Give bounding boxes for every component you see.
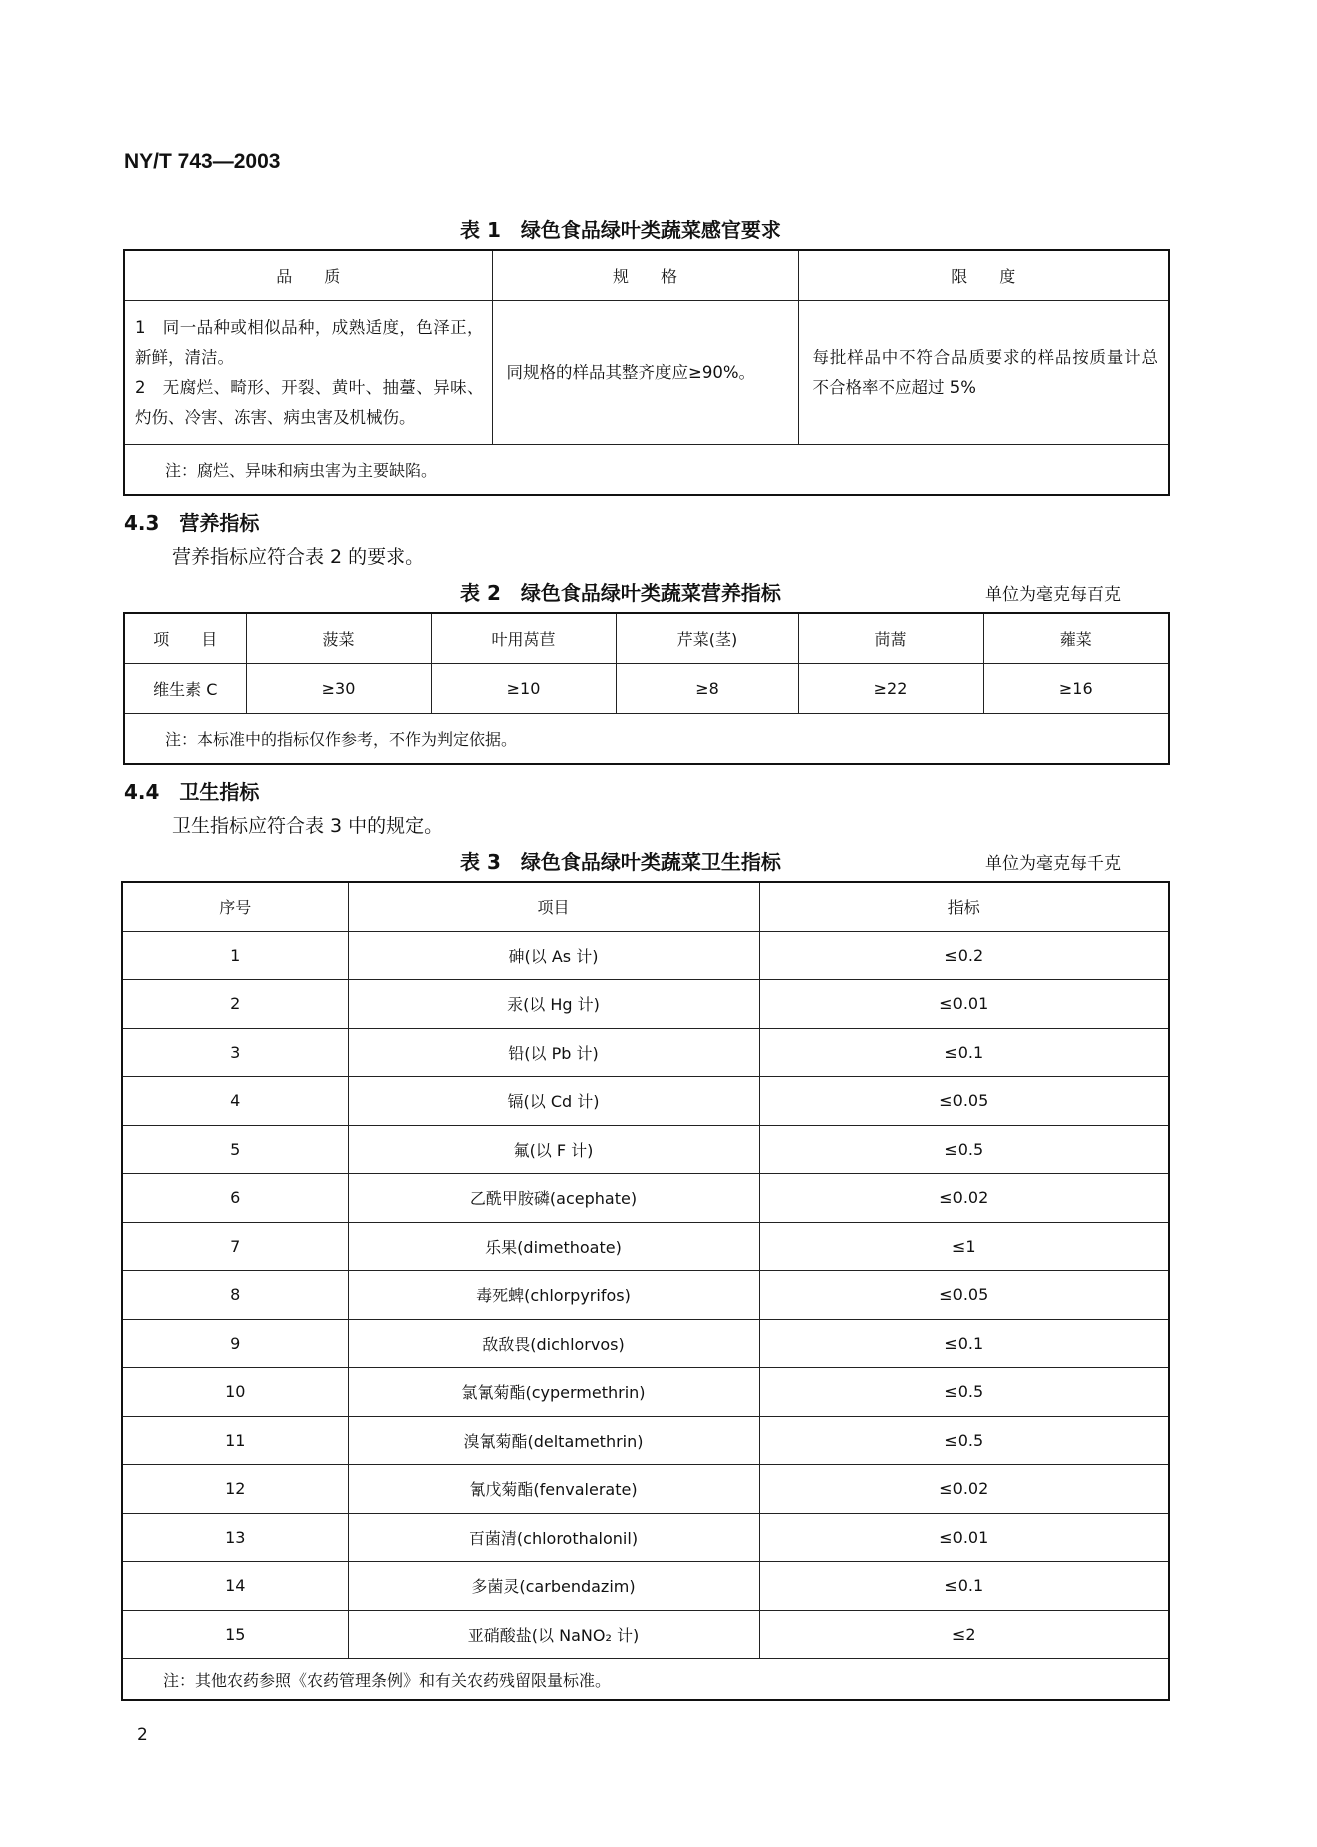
table2-cell: ≥22 bbox=[798, 664, 983, 714]
table3-row-no: 11 bbox=[122, 1416, 348, 1465]
table-row bbox=[122, 1562, 1169, 1611]
table3-row-no: 14 bbox=[122, 1562, 348, 1611]
table3-row-no: 8 bbox=[122, 1271, 348, 1320]
table3-row-item: 铅(以 Pb 计) bbox=[348, 1028, 759, 1077]
table-row bbox=[122, 1610, 1169, 1659]
table-row bbox=[122, 1222, 1169, 1271]
table-row bbox=[122, 980, 1169, 1029]
table3-row-limit: ≤0.05 bbox=[759, 1077, 1169, 1126]
table3-row-no: 9 bbox=[122, 1319, 348, 1368]
table3-note-row bbox=[122, 1659, 1169, 1701]
page-number: 2 bbox=[137, 1725, 148, 1745]
table3-row-item: 氯氰菊酯(cypermethrin) bbox=[348, 1368, 759, 1417]
table2-note: 注：本标准中的指标仅作参考，不作为判定依据。 bbox=[124, 714, 1169, 765]
table3-body bbox=[122, 931, 1169, 1659]
table3-row-item: 氰戊菊酯(fenvalerate) bbox=[348, 1465, 759, 1514]
table2-cell: ≥8 bbox=[616, 664, 798, 714]
table2-header-celery: 芹菜(茎) bbox=[616, 613, 798, 664]
table3-row-limit: ≤0.5 bbox=[759, 1125, 1169, 1174]
table3-row-limit: ≤0.01 bbox=[759, 980, 1169, 1029]
table3-header-item: 项目 bbox=[348, 882, 759, 931]
table3-caption: 表 3 绿色食品绿叶类蔬菜卫生指标 bbox=[460, 850, 781, 874]
table3-row-no: 15 bbox=[122, 1610, 348, 1659]
table3-row-no: 12 bbox=[122, 1465, 348, 1514]
table3-row-item: 砷(以 As 计) bbox=[348, 931, 759, 980]
table3-row-no: 4 bbox=[122, 1077, 348, 1126]
table3-row-no: 10 bbox=[122, 1368, 348, 1417]
table3-note: 注：其他农药参照《农药管理条例》和有关农药残留限量标准。 bbox=[122, 1659, 1169, 1701]
table3-row-item: 乙酰甲胺磷(acephate) bbox=[348, 1174, 759, 1223]
table-row bbox=[122, 1028, 1169, 1077]
table1-body-row bbox=[124, 301, 1169, 445]
table3-row-no: 7 bbox=[122, 1222, 348, 1271]
standard-number: NY/T 743—2003 bbox=[124, 150, 281, 173]
table3-row-item: 敌敌畏(dichlorvos) bbox=[348, 1319, 759, 1368]
table3-row-no: 2 bbox=[122, 980, 348, 1029]
table1-quality-cell: 1 同一品种或相似品种，成熟适度，色泽正，新鲜，清洁。 2 无腐烂、畸形、开裂、黄叶、抽薹、异味、灼伤、冷害、冻害、病虫害及机械伤。 bbox=[124, 301, 492, 445]
section-4-3-heading: 4.3 营养指标 bbox=[124, 511, 260, 535]
table1-header-quality: 品 质 bbox=[124, 250, 492, 301]
table3 bbox=[121, 881, 1170, 1701]
section-4-4-heading: 4.4 卫生指标 bbox=[124, 780, 260, 804]
table3-row-limit: ≤1 bbox=[759, 1222, 1169, 1271]
table2-header-lettuce: 叶用莴苣 bbox=[431, 613, 616, 664]
table1-spec-cell: 同规格的样品其整齐度应≥90%。 bbox=[492, 301, 798, 445]
table2-header-crown-daisy: 茼蒿 bbox=[798, 613, 983, 664]
section-4-4-text: 卫生指标应符合表 3 中的规定。 bbox=[172, 815, 444, 837]
table2-caption: 表 2 绿色食品绿叶类蔬菜营养指标 bbox=[460, 581, 781, 605]
table1-caption: 表 1 绿色食品绿叶类蔬菜感官要求 bbox=[460, 218, 781, 242]
table3-row-limit: ≤0.02 bbox=[759, 1465, 1169, 1514]
table2-note-row bbox=[124, 714, 1169, 765]
table3-row-item: 亚硝酸盐(以 NaNO₂ 计) bbox=[348, 1610, 759, 1659]
table2-cell: ≥10 bbox=[431, 664, 616, 714]
table3-unit: 单位为毫克每千克 bbox=[985, 854, 1121, 874]
table1-limit-cell: 每批样品中不符合品质要求的样品按质量计总不合格率不应超过 5% bbox=[798, 301, 1169, 445]
table3-row-no: 13 bbox=[122, 1513, 348, 1562]
table3-row-item: 氟(以 F 计) bbox=[348, 1125, 759, 1174]
section-4-3-text: 营养指标应符合表 2 的要求。 bbox=[172, 546, 425, 568]
table1-note-row bbox=[124, 445, 1169, 496]
table3-row-limit: ≤0.1 bbox=[759, 1319, 1169, 1368]
table-row bbox=[122, 1125, 1169, 1174]
table3-row-limit: ≤0.2 bbox=[759, 931, 1169, 980]
table3-row-limit: ≤0.05 bbox=[759, 1271, 1169, 1320]
table-row bbox=[122, 1174, 1169, 1223]
table2 bbox=[123, 612, 1170, 765]
table2-header-item: 项 目 bbox=[124, 613, 246, 664]
table3-row-no: 1 bbox=[122, 931, 348, 980]
table-row bbox=[122, 1416, 1169, 1465]
table3-row-limit: ≤0.5 bbox=[759, 1416, 1169, 1465]
table3-header-no: 序号 bbox=[122, 882, 348, 931]
table1-note: 注：腐烂、异味和病虫害为主要缺陷。 bbox=[124, 445, 1169, 496]
table3-row-limit: ≤0.1 bbox=[759, 1028, 1169, 1077]
table1-header-limit: 限 度 bbox=[798, 250, 1169, 301]
table3-row-limit: ≤0.01 bbox=[759, 1513, 1169, 1562]
table2-header-water-spinach: 蕹菜 bbox=[983, 613, 1169, 664]
table3-row-no: 5 bbox=[122, 1125, 348, 1174]
table1 bbox=[123, 249, 1170, 496]
table1-header-spec: 规 格 bbox=[492, 250, 798, 301]
table2-cell: ≥30 bbox=[246, 664, 431, 714]
table-row bbox=[122, 1465, 1169, 1514]
table-row bbox=[122, 1319, 1169, 1368]
table2-cell: 维生素 C bbox=[124, 664, 246, 714]
table-row bbox=[122, 1368, 1169, 1417]
table-row bbox=[122, 1077, 1169, 1126]
table3-row-item: 多菌灵(carbendazim) bbox=[348, 1562, 759, 1611]
table3-row-item: 乐果(dimethoate) bbox=[348, 1222, 759, 1271]
table2-header-row bbox=[124, 613, 1169, 664]
table3-row-no: 3 bbox=[122, 1028, 348, 1077]
table3-row-limit: ≤2 bbox=[759, 1610, 1169, 1659]
table2-header-spinach: 菠菜 bbox=[246, 613, 431, 664]
table3-row-item: 百菌清(chlorothalonil) bbox=[348, 1513, 759, 1562]
table3-row-item: 毒死蜱(chlorpyrifos) bbox=[348, 1271, 759, 1320]
table-row bbox=[122, 1513, 1169, 1562]
table2-unit: 单位为毫克每百克 bbox=[985, 585, 1121, 605]
table-row bbox=[122, 931, 1169, 980]
table-row bbox=[122, 1271, 1169, 1320]
table3-header-limit: 指标 bbox=[759, 882, 1169, 931]
table3-row-limit: ≤0.02 bbox=[759, 1174, 1169, 1223]
table2-data-row bbox=[124, 664, 1169, 714]
table2-cell: ≥16 bbox=[983, 664, 1169, 714]
table3-row-item: 溴氰菊酯(deltamethrin) bbox=[348, 1416, 759, 1465]
table3-row-limit: ≤0.5 bbox=[759, 1368, 1169, 1417]
table3-header-row bbox=[122, 882, 1169, 931]
table1-header-row bbox=[124, 250, 1169, 301]
table3-row-limit: ≤0.1 bbox=[759, 1562, 1169, 1611]
table3-row-no: 6 bbox=[122, 1174, 348, 1223]
table3-row-item: 汞(以 Hg 计) bbox=[348, 980, 759, 1029]
table3-row-item: 镉(以 Cd 计) bbox=[348, 1077, 759, 1126]
